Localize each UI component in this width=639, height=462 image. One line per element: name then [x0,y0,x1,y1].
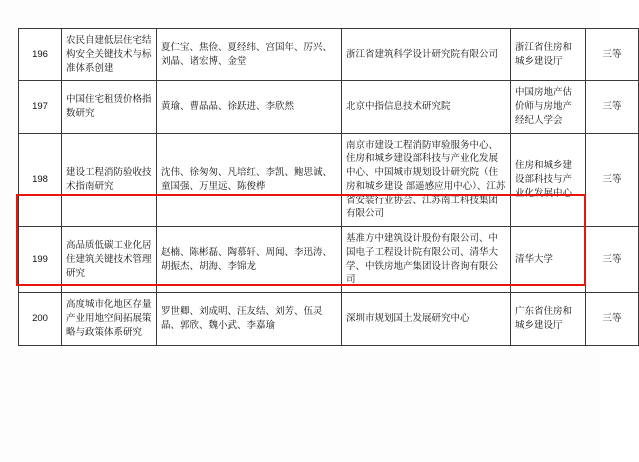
row-number-text: 197 [32,101,48,113]
achievement-title-text: 中国住宅租赁价格指数研究 [66,94,152,119]
authors-cell [157,29,342,81]
recommender-text: 住房和城乡建设部科技与产业化发展中心 [515,160,573,199]
achievement-title-cell [62,293,157,345]
authors-cell [157,133,342,227]
recommender-cell [511,133,586,227]
organizations-text: 南京市建设工程消防审验服务中心、住房和城乡建设部科技与产业化发展中心、中国城市规划设计研究院（住房和城乡建设 部遥感应用中心）、江苏省安装行业协会、江苏南工科技集团有限公司 [346,139,506,220]
organizations-text: 基准方中建筑设计股份有限公司、中国电子工程设计院有限公司、清华大学、中铁房地产集团设计咨询有限公司 [346,233,499,286]
achievement-title-cell [62,133,157,227]
table-row [19,81,639,133]
table-row [19,29,639,81]
row-number-text: 198 [32,174,48,185]
grade-text: 三等 [602,253,622,265]
organizations-text: 浙江省建筑科学设计研究院有限公司 [346,48,499,60]
authors-cell [157,227,342,293]
grade-text: 三等 [602,174,622,185]
row-number-cell [19,29,62,81]
achievement-title-cell [62,227,157,293]
organizations-cell [342,133,511,227]
table-body [19,29,639,346]
achievement-title-cell [62,81,157,133]
achievement-title-text: 农民自建低层住宅结构安全关键技术与标准体系创建 [66,35,152,74]
grade-cell [586,133,639,227]
recommender-cell [511,227,586,293]
recommender-cell [511,29,586,81]
table-row [19,293,639,345]
organizations-cell [342,81,511,133]
row-number-cell [19,227,62,293]
organizations-cell [342,293,511,345]
row-number-text: 196 [32,48,48,60]
authors-cell [157,293,342,345]
achievement-title-cell [62,29,157,81]
organizations-text: 深圳市规划国土发展研究中心 [346,313,470,325]
grade-text: 三等 [602,101,622,113]
grade-cell [586,227,639,293]
organizations-cell [342,29,511,81]
award-results-table [18,28,639,346]
recommender-cell [511,81,586,133]
recommender-text: 浙江省住房和城乡建设厅 [515,41,573,67]
authors-text: 罗世卿、刘成明、汪友结、刘芳、伍灵晶、郭欣、魏小武、李嘉瑜 [161,306,323,331]
recommender-text: 清华大学 [515,253,554,265]
organizations-text: 北京中指信息技术研究院 [346,101,451,113]
grade-text: 三等 [602,48,622,60]
recommender-text: 广东省住房和城乡建设厅 [515,306,573,331]
grade-text: 三等 [602,313,622,325]
row-number-cell [19,133,62,227]
authors-text: 夏仁宝、焦俭、夏经纬、宫国年、厉兴、刘晶、诸宏博、金堂 [161,41,333,67]
organizations-cell [342,227,511,293]
authors-text: 沈伟、徐匆匆、凡培红、李凯、鲍思诚、童国强、万里远、陈俊桦 [161,167,333,192]
authors-text: 赵楠、陈彬磊、陶慕轩、周闻、李迅涛、胡振杰、胡海、李锦龙 [161,246,333,272]
row-number-text: 199 [32,253,48,265]
recommender-cell [511,293,586,345]
achievement-title-text: 建设工程消防验收技术指南研究 [66,167,152,192]
award-results-table-wrapper [18,28,622,346]
row-number-cell [19,293,62,345]
grade-cell [586,29,639,81]
achievement-title-text: 高品质低碳工业化居住建筑关键技术管理研究 [66,240,152,279]
achievement-title-text: 高度城市化地区存量产业用地空间拓展策略与政策体系研究 [66,299,152,338]
table-row-highlighted [19,133,639,227]
authors-cell [157,81,342,133]
row-number-cell [19,81,62,133]
grade-cell [586,81,639,133]
authors-text: 黄瑜、曹晶晶、徐跃进、李欣然 [161,101,295,113]
table-row [19,227,639,293]
recommender-text: 中国房地产估价师与房地产经纪人学会 [515,87,573,126]
grade-cell [586,293,639,345]
row-number-text: 200 [32,313,48,325]
